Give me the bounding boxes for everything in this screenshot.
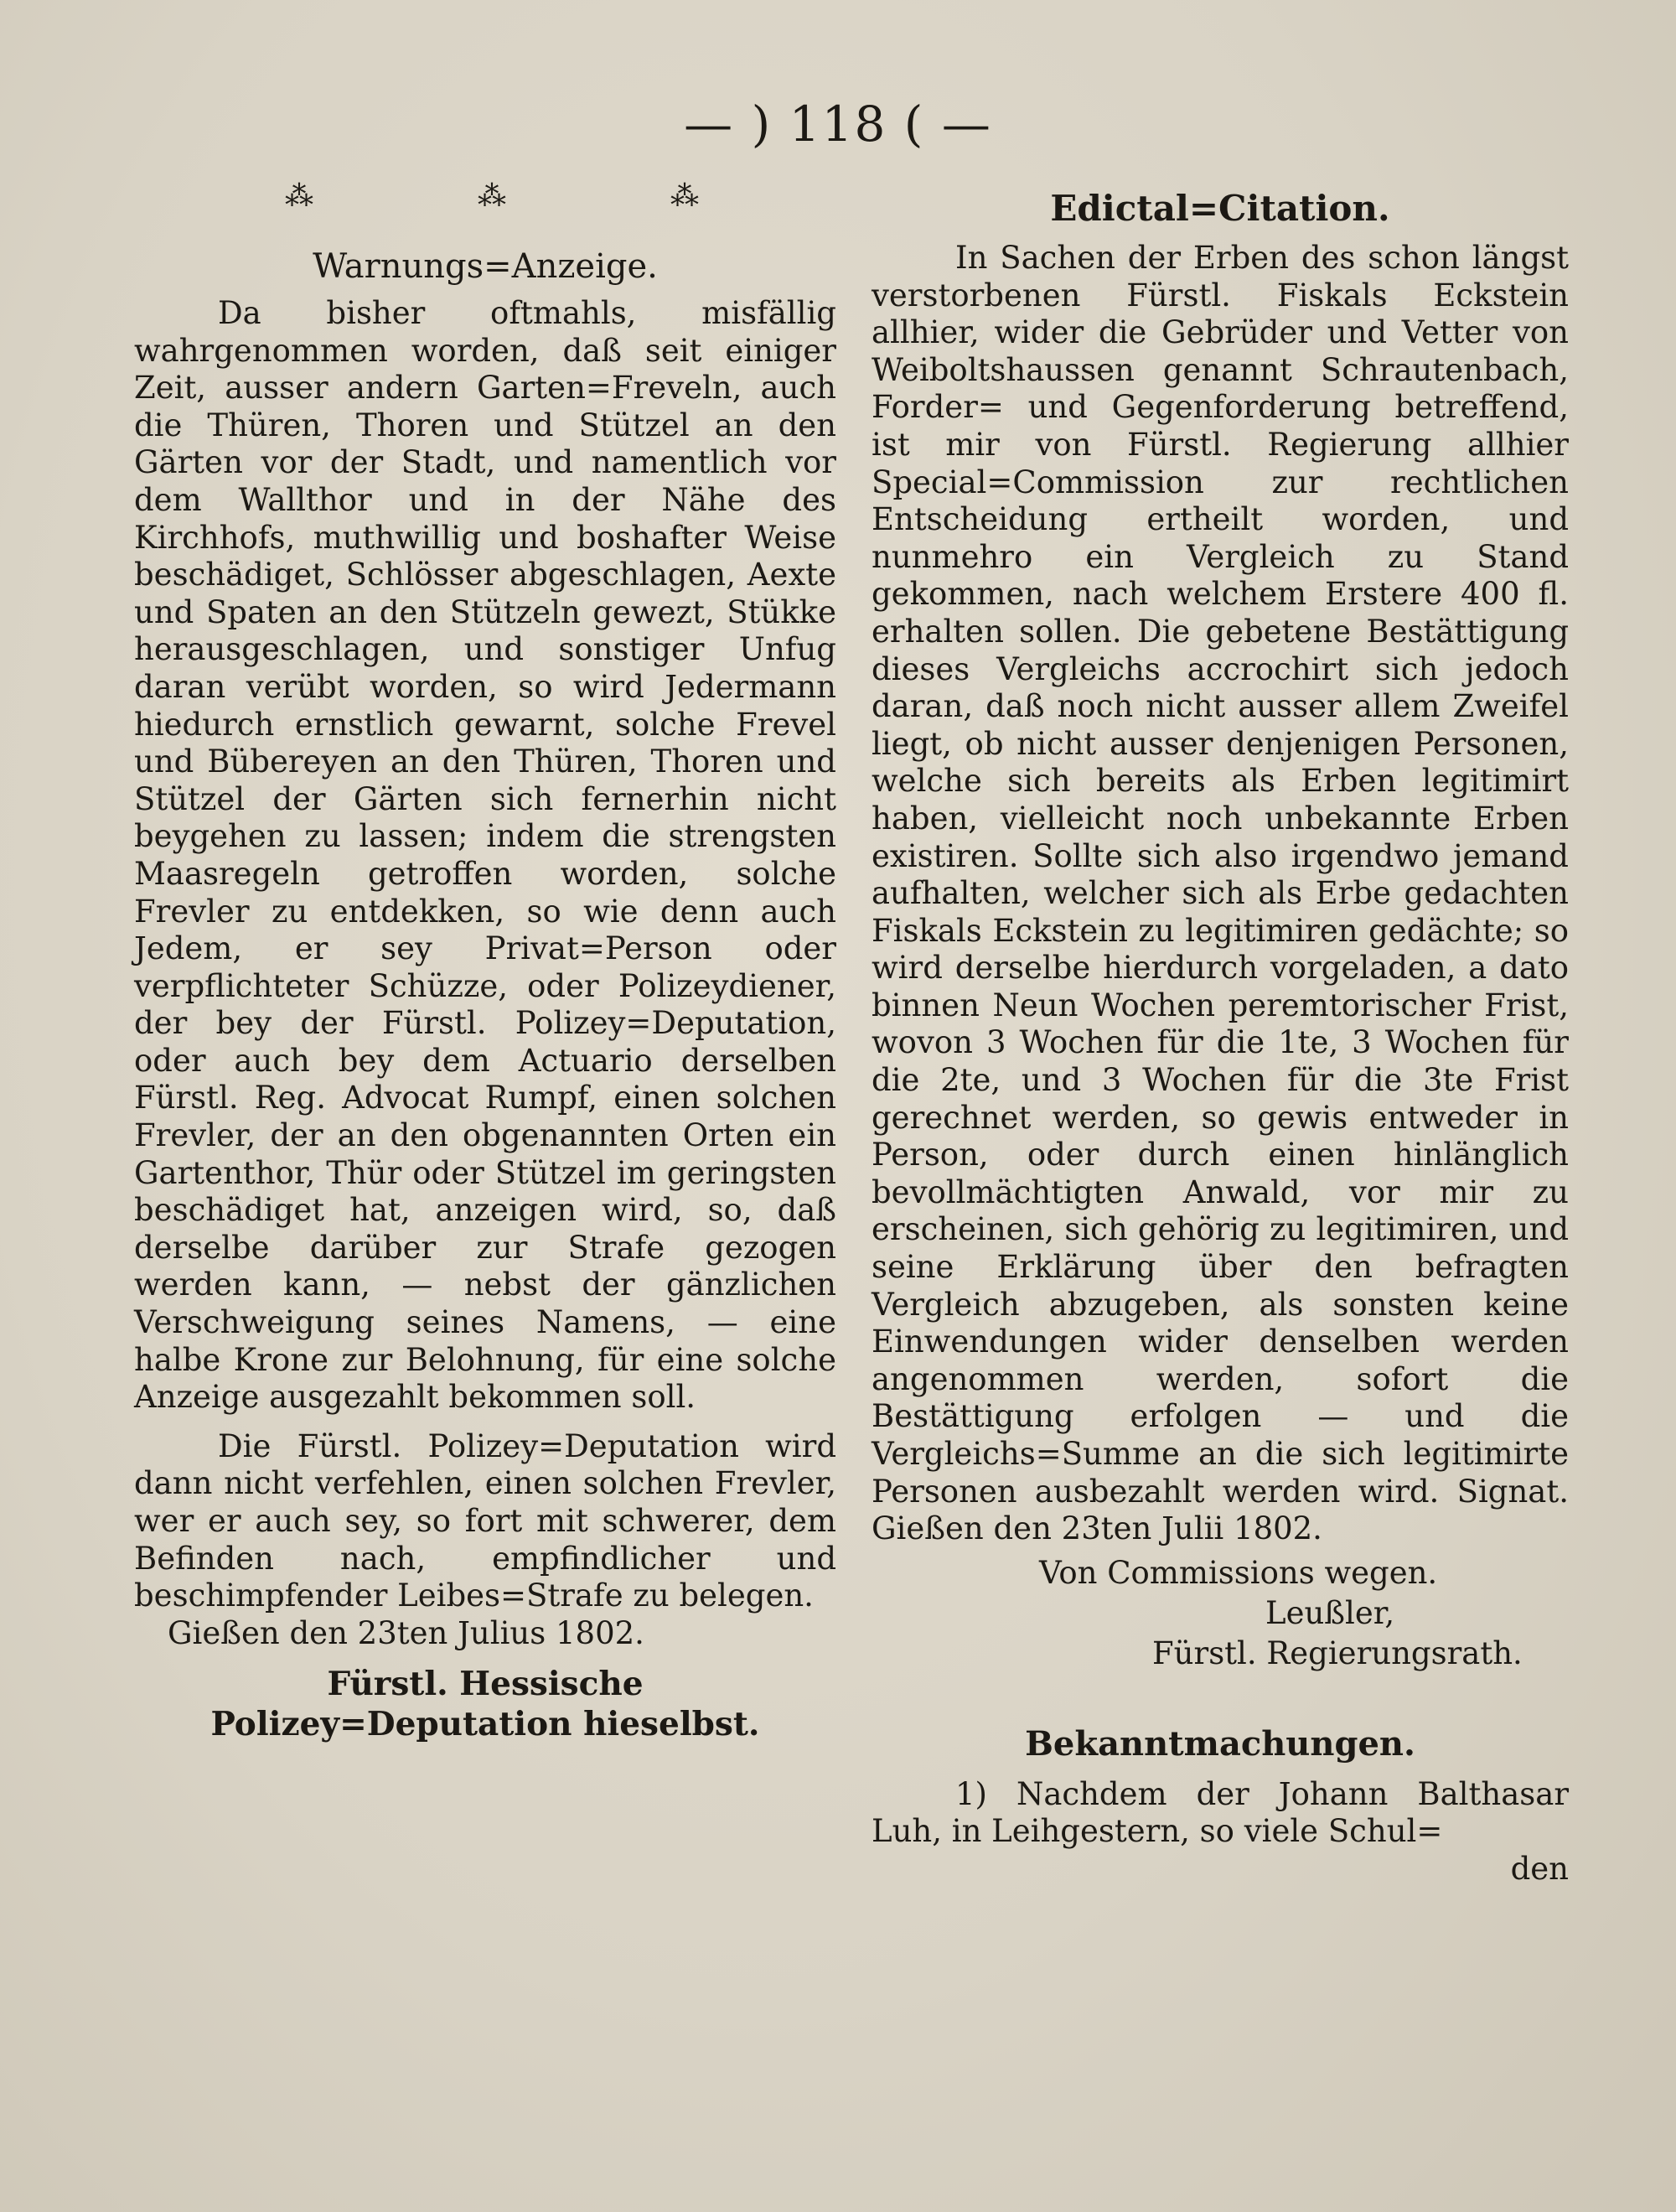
signature-line: Von Commissions wegen. <box>1039 1554 1438 1591</box>
announcement-paragraph: 1) Nachdem der Johann Balthasar Luh, in Leihgestern, so viele Schul= <box>872 1775 1569 1850</box>
catchword: den <box>1510 1850 1569 1887</box>
signature-line: Leußler, <box>1265 1594 1395 1631</box>
edictal-citation-title: Edictal=Citation. <box>1050 188 1390 229</box>
warning-notice-dateline: Gießen den 23ten Julius 1802. <box>168 1614 644 1651</box>
signature-line: Fürstl. Regierungsrath. <box>1152 1634 1523 1671</box>
announcements-title: Bekanntmachungen. <box>1025 1723 1415 1764</box>
right-column <box>872 168 1569 1888</box>
warning-notice-title: Warnungs=Anzeige. <box>313 247 658 286</box>
commission-signature <box>872 1553 1569 1674</box>
warning-notice-signature: Fürstl. Hessische Polizey=Deputation hieselbst. <box>210 1665 760 1744</box>
page-header: — ) 118 ( — <box>684 96 992 153</box>
asterism-ornament-icon: ⁂ <box>478 179 510 213</box>
asterism-ornament-icon: ⁂ <box>670 179 702 213</box>
warning-notice-paragraph: Die Fürstl. Polizey=Deputation wird dann nicht verfehlen, einen solchen Frevler, wer er auch sey, so fort mit schwerer, dem Befinden nach, empfindlicher und beschimpfender Leibes=Strafe zu belegen. <box>134 1427 836 1614</box>
asterism-ornament-icon: ⁂ <box>285 179 317 213</box>
warning-notice-paragraph: Da bisher oftmahls, misfällig wahrgenommen worden, daß seit einiger Zeit, ausser andern Garten=Freveln, auch die Thüren, Thoren und Stützel an den Gärten vor der Stadt, und namentlich vor dem Wallthor und in der Nähe des Kirchhofs, muthwillig und boshafter Weise beschädiget, Schlösser abgeschlagen, Aexte und Spaten an den Stützeln gewezt, Stükke herausgeschlagen, und sonstiger Unfug daran verübt worden, so wird Jedermann hiedurch ernstlich gewarnt, solche Frevel und Bübereyen an den Thüren, Thoren und Stützel der Gärten sich fernerhin nicht beygehen zu lassen; indem die strengsten Maasregeln getroffen worden, solche Frevler zu entdekken, so wie denn auch Jedem, er sey Privat=Person oder verpflichteter Schüzze, oder Polizeydiener, der bey der Fürstl. Polizey=Deputation, oder auch bey dem Actuario derselben Fürstl. Reg. Advocat Rumpf, einen solchen Frevler, der an den obgenannten Orten ein Gartenthor, Thür oder Stützel im geringsten beschädiget hat, anzeigen wird, so, daß derselbe darüber zur Strafe gezogen werden kann, — nebst der gänzlichen Verschweigung seines Namens, — eine halbe Krone zur Belohnung, für eine solche Anzeige ausgezahlt bekommen soll. <box>134 295 836 1416</box>
ornament-row <box>134 168 836 243</box>
edictal-citation-paragraph: In Sachen der Erben des schon längst verstorbenen Fürstl. Fiskals Eckstein allhier, wider die Gebrüder und Vetter von Weiboltshaussen genannt Schrautenbach, Forder= und Gegenforderung betreffend, ist mir von Fürstl. Regierung allhier Special=Commission zur rechtlichen Entscheidung ertheilt worden, und nunmehro ein Vergleich zu Stand gekommen, nach welchem Erstere 400 fl. erhalten sollen. Die gebetene Bestättigung dieses Vergleichs accrochirt sich jedoch daran, daß noch nicht ausser allem Zweifel liegt, ob nicht ausser denjenigen Personen, welche sich bereits als Erben legitimirt haben, vielleicht noch unbekannte Erben existiren. Sollte sich also irgendwo jemand aufhalten, welcher sich als Erbe gedachten Fiskals Eckstein zu legitimiren gedächte; so wird derselbe hierdurch vorgeladen, a dato binnen Neun Wochen peremtorischer Frist, wovon 3 Wochen für die 1te, 3 Wochen für die 2te, und 3 Wochen für die 3te Frist gerechnet werden, so gewis entweder in Person, oder durch einen hinlänglich bevollmächtigten Anwald, vor mir zu erscheinen, sich gehörig zu legitimiren, und seine Erklärung über den befragten Vergleich abzugeben, als sonsten keine Einwendungen wider denselben werden angenommen werden, sofort die Bestättigung erfolgen — und die Vergleichs=Summe an die sich legitimirte Personen ausbezahlt werden wird. Signat. Gießen den 23ten Julii 1802. <box>872 240 1569 1547</box>
left-column <box>134 168 836 1744</box>
